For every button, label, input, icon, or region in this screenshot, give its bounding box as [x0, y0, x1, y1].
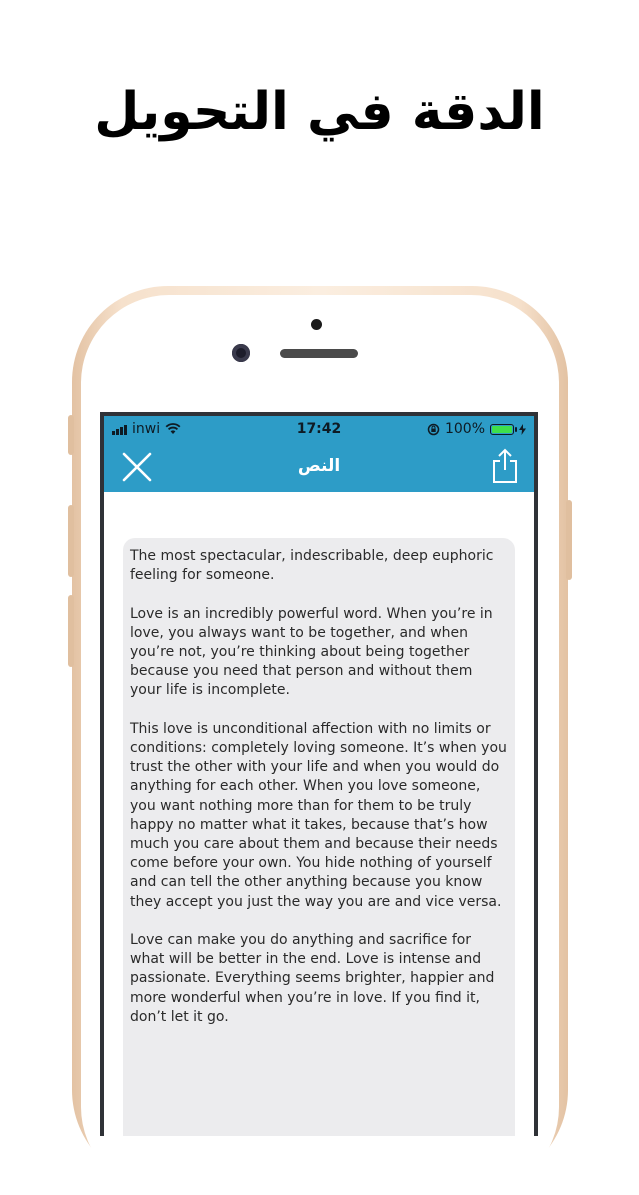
phone-screen — [100, 412, 538, 1136]
text-paragraph: This love is unconditional affection with no limits or conditions: completely loving someone. It’s when you trust the other with your life and when you would do anything for each other. When you love someone, you want nothing more than for them to be truly happy no matter what it takes, because that’s how much you care about them and because their needs come before your own. You hide nothing of yourself and can tell the other anything because you know they accept you just the way you are and vice versa. — [130, 720, 507, 910]
share-icon — [490, 448, 520, 484]
text-paragraph: Love is an incredibly powerful word. When you’re in love, you always want to be together, and when you’re not, you’re thinking about being together because you need that person and without them your life is incomplete. — [130, 605, 493, 699]
converted-text-box[interactable] — [123, 538, 515, 1136]
charging-bolt-icon — [519, 424, 526, 435]
carrier-name: inwi — [132, 421, 161, 437]
volume-up-button — [68, 505, 74, 577]
front-camera — [232, 344, 250, 362]
app-screen — [104, 416, 534, 1136]
share-button[interactable] — [490, 448, 520, 484]
navigation-bar — [104, 442, 534, 492]
proximity-sensor — [311, 319, 322, 330]
content-area — [104, 492, 534, 1136]
status-bar — [104, 416, 534, 442]
volume-down-button — [68, 595, 74, 667]
mute-switch — [68, 415, 74, 455]
battery-icon — [490, 424, 514, 435]
promo-headline: الدقة في التحويل — [94, 82, 545, 142]
text-paragraph: Love can make you do anything and sacrifice for what will be better in the end. Love is intense and passionate. Everything seems brighter, happier and more wonderful when you’re in love. If you find it, don’t let it go. — [130, 932, 495, 1025]
nav-title: النص — [297, 456, 341, 476]
status-time: 17:42 — [296, 421, 342, 437]
power-button — [566, 500, 572, 580]
rotation-lock-icon — [427, 423, 440, 436]
earpiece-speaker — [280, 349, 358, 358]
text-paragraph: The most spectacular, indescribable, deep euphoric feeling for someone. — [130, 548, 494, 584]
battery-percent: 100% — [444, 421, 485, 437]
